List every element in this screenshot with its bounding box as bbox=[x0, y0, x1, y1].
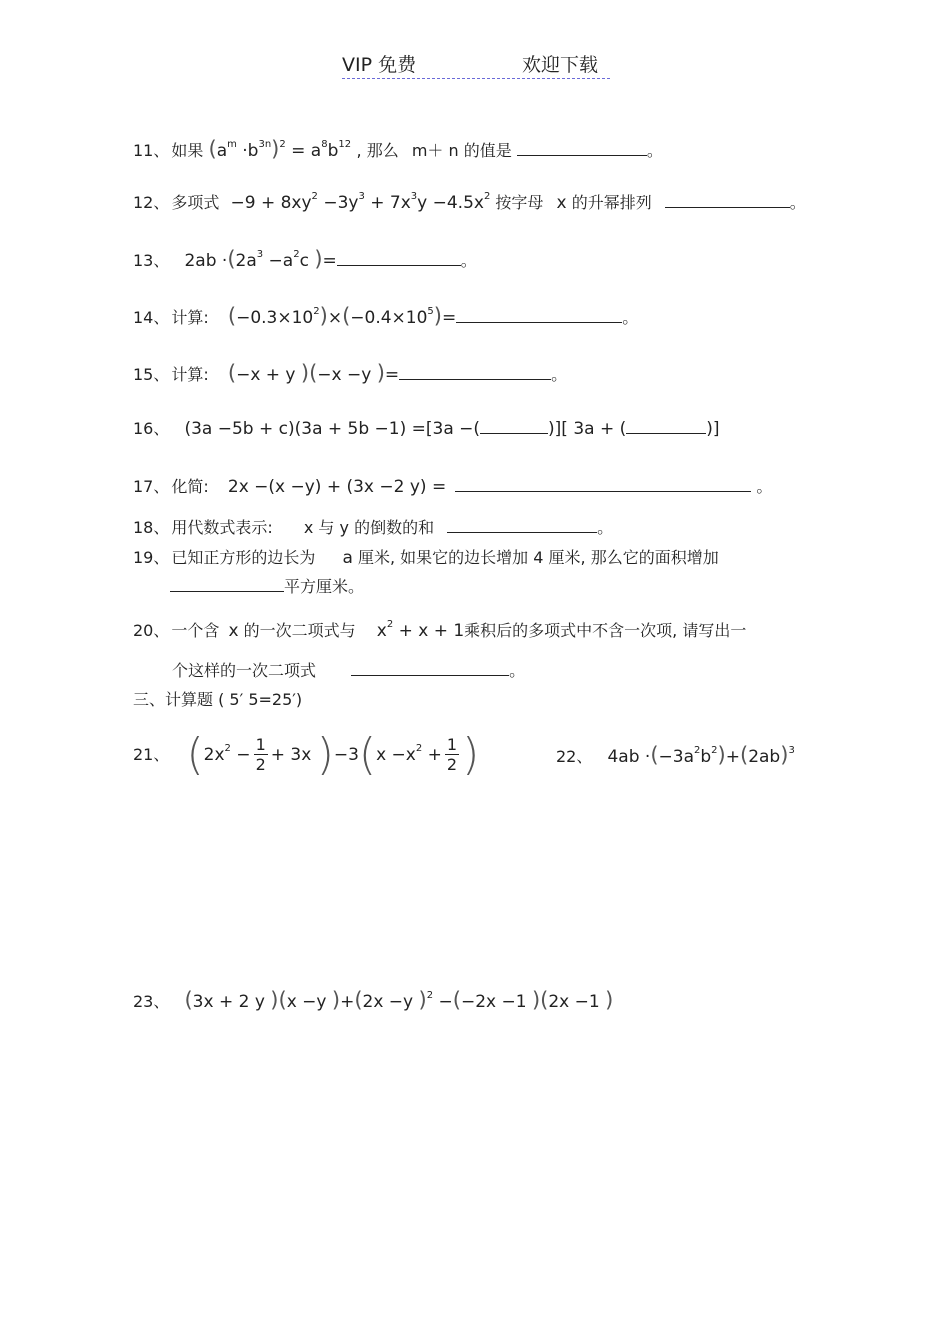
question-text: 计算: bbox=[171, 308, 209, 327]
math-expression: $4ab \cdot(-3a^2b^2)+(2ab)^3$ bbox=[607, 743, 795, 767]
question-number: 11、 bbox=[133, 141, 170, 160]
question-number: 13、 bbox=[133, 251, 170, 270]
math-expression: (3x + 2 y )(x −y )+(2x −y )$^2$ −(−2x −1 )(2x −1 ) bbox=[184, 988, 614, 1012]
math-expression: )] bbox=[706, 419, 720, 439]
question-text: 乘积后的多项式中不含一次项, 请写出一 bbox=[464, 621, 747, 640]
question-11 bbox=[133, 138, 663, 162]
math-expression: $-9 + 8xy^2 -3y^3 + 7x^3y -4.5x^2$ bbox=[230, 191, 491, 213]
math-expression: (−x + y )(−x −y )= bbox=[227, 361, 400, 385]
question-16 bbox=[133, 418, 720, 440]
question-number: 18、 bbox=[133, 518, 170, 537]
math-expression: 2x −(x −y) + (3x −2 y) = bbox=[227, 477, 447, 497]
question-text: m＋ n 的值是 bbox=[411, 141, 512, 160]
answer-blank[interactable] bbox=[170, 577, 284, 592]
question-15 bbox=[133, 362, 567, 386]
answer-blank[interactable] bbox=[455, 477, 751, 492]
question-number: 16、 bbox=[133, 419, 170, 438]
answer-blank[interactable] bbox=[517, 141, 647, 156]
section-heading: 三、计算题 ( 5′ 5=25′) bbox=[133, 690, 303, 709]
question-12 bbox=[133, 192, 806, 214]
punctuation: 。 bbox=[622, 308, 639, 327]
answer-blank[interactable] bbox=[626, 419, 706, 434]
question-text: 厘米, 如果它的边长增加 4 厘米, 那么它的面积增加 bbox=[358, 548, 719, 567]
question-number: 17、 bbox=[133, 477, 170, 496]
question-text: x 与 y 的倒数的和 bbox=[303, 518, 435, 537]
question-number: 23、 bbox=[133, 992, 170, 1011]
question-text: 平方厘米。 bbox=[284, 577, 365, 596]
question-text: 个这样的一次二项式 bbox=[172, 661, 317, 680]
answer-blank[interactable] bbox=[480, 419, 548, 434]
answer-blank[interactable] bbox=[665, 193, 790, 208]
punctuation: 。 bbox=[756, 477, 773, 496]
variable: x bbox=[228, 621, 239, 641]
math-expression: $2ab \cdot(2a^3 -a^2c$ )= bbox=[184, 247, 337, 271]
punctuation: 。 bbox=[551, 365, 568, 384]
punctuation: 。 bbox=[597, 518, 614, 537]
question-number: 12、 bbox=[133, 193, 170, 212]
question-number: 19、 bbox=[133, 548, 170, 567]
question-number: 15、 bbox=[133, 365, 170, 384]
question-number: 21、 bbox=[133, 745, 170, 764]
question-13 bbox=[133, 248, 477, 272]
punctuation: 。 bbox=[509, 661, 526, 680]
variable: x bbox=[556, 193, 567, 213]
math-expression: ($2x^2$ − $\frac{1}{2}$ + 3x )$-3(x -x^2$ + $\frac{1}{2}$ ) bbox=[186, 729, 480, 780]
math-expression: $x^2 + x + 1$ bbox=[376, 619, 465, 641]
question-text: 化简: bbox=[171, 477, 209, 496]
header-left: VIP 免费 bbox=[342, 54, 417, 76]
math-expression: $(-0.3\times 10^2)\times(-0.4\times 10^5)=$ bbox=[227, 304, 457, 328]
question-number: 14、 bbox=[133, 308, 170, 327]
punctuation: 。 bbox=[789, 193, 806, 212]
punctuation: 。 bbox=[646, 141, 663, 160]
question-19-line2 bbox=[170, 576, 364, 598]
question-23 bbox=[133, 989, 613, 1013]
question-number: 22、 bbox=[556, 747, 593, 766]
question-text: 一个含 bbox=[171, 621, 220, 640]
question-text: 的升幂排列 bbox=[571, 193, 652, 212]
question-text: 已知正方形的边长为 bbox=[171, 548, 316, 567]
question-text: 按字母 bbox=[495, 193, 544, 212]
question-text: , 那么 bbox=[356, 141, 399, 160]
question-17 bbox=[133, 476, 772, 498]
punctuation: 。 bbox=[460, 251, 477, 270]
question-18 bbox=[133, 517, 613, 539]
question-21 bbox=[133, 730, 479, 780]
answer-blank[interactable] bbox=[447, 518, 597, 533]
section-title bbox=[133, 689, 302, 711]
question-14 bbox=[133, 305, 638, 329]
question-22 bbox=[556, 744, 795, 768]
answer-blank[interactable] bbox=[456, 308, 622, 323]
answer-blank[interactable] bbox=[351, 661, 509, 676]
header-right: 欢迎下载 bbox=[522, 54, 599, 76]
math-expression: (3a −5b + c)(3a + 5b −1) =[3a −( bbox=[184, 419, 481, 439]
answer-blank[interactable] bbox=[337, 251, 461, 266]
question-number: 20、 bbox=[133, 621, 170, 640]
answer-blank[interactable] bbox=[399, 365, 551, 380]
math-expression: )][ 3a + ( bbox=[548, 419, 627, 439]
page-header bbox=[342, 48, 610, 79]
question-20 bbox=[133, 620, 746, 642]
question-text: 计算: bbox=[171, 365, 209, 384]
question-text: 如果 bbox=[171, 141, 204, 160]
math-expression: $(a^m \cdot b^{3n})^2 = a^8b^{12}$ bbox=[208, 137, 352, 161]
question-20-line2 bbox=[172, 660, 525, 682]
question-text: 多项式 bbox=[171, 193, 220, 212]
question-19 bbox=[133, 547, 719, 569]
variable: a bbox=[342, 548, 353, 568]
question-text: 用代数式表示: bbox=[171, 518, 273, 537]
question-text: 的一次二项式与 bbox=[243, 621, 356, 640]
